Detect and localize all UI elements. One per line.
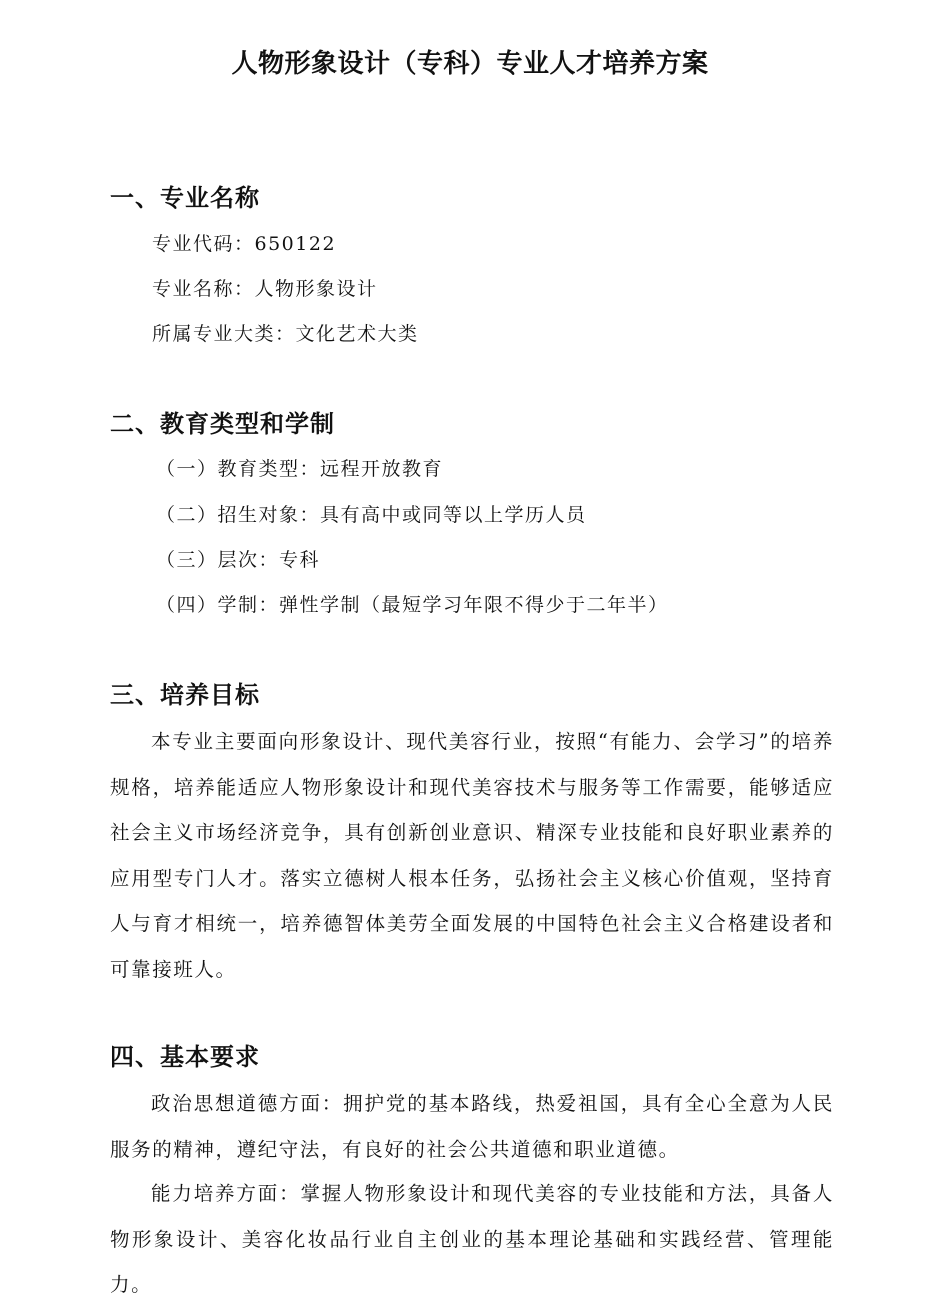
document-title: 人物形象设计（专科）专业人才培养方案 xyxy=(231,49,709,79)
education-type-line: （一）教育类型：远程开放教育 xyxy=(156,458,444,480)
major-name-line: 专业名称：人物形象设计 xyxy=(152,278,378,300)
political-ethics-paragraph: 政治思想道德方面：拥护党的基本路线，热爱祖国，具有全心全意为人民服务的精神，遵纪守法，有良好的社会公共道德和职业道德。 xyxy=(110,1092,834,1161)
major-category-line: 所属专业大类：文化艺术大类 xyxy=(152,323,419,345)
study-duration-line: （四）学制：弹性学制（最短学习年限不得少于二年半） xyxy=(156,594,669,616)
enrollment-target-line: （二）招生对象：具有高中或同等以上学历人员 xyxy=(156,504,587,526)
level-line: （三）层次：专科 xyxy=(156,549,321,571)
section-heading-major-name: 一、专业名称 xyxy=(110,184,260,212)
training-goal-paragraph: 本专业主要面向形象设计、现代美容行业，按照“有能力、会学习”的培养规格，培养能适应人物形象设计和现代美容技术与服务等工作需要，能够适应社会主义市场经济竞争，具有创新创业意识、精深专业技能和良好职业素养的应用型专门人才。落实立德树人根本任务，弘扬社会主义核心价值观，坚持育人与育才相统一，培养德智体美劳全面发展的中国特色社会主义合格建设者和可靠接班人。 xyxy=(110,730,834,981)
section-heading-basic-requirements: 四、基本要求 xyxy=(110,1043,260,1071)
section-heading-education-type: 二、教育类型和学制 xyxy=(110,410,335,438)
major-code-line: 专业代码：650122 xyxy=(152,233,337,255)
ability-training-paragraph: 能力培养方面：掌握人物形象设计和现代美容的专业技能和方法，具备人物形象设计、美容化妆品行业自主创业的基本理论基础和实践经营、管理能力。 xyxy=(110,1182,834,1296)
section-heading-training-goal: 三、培养目标 xyxy=(110,681,260,709)
